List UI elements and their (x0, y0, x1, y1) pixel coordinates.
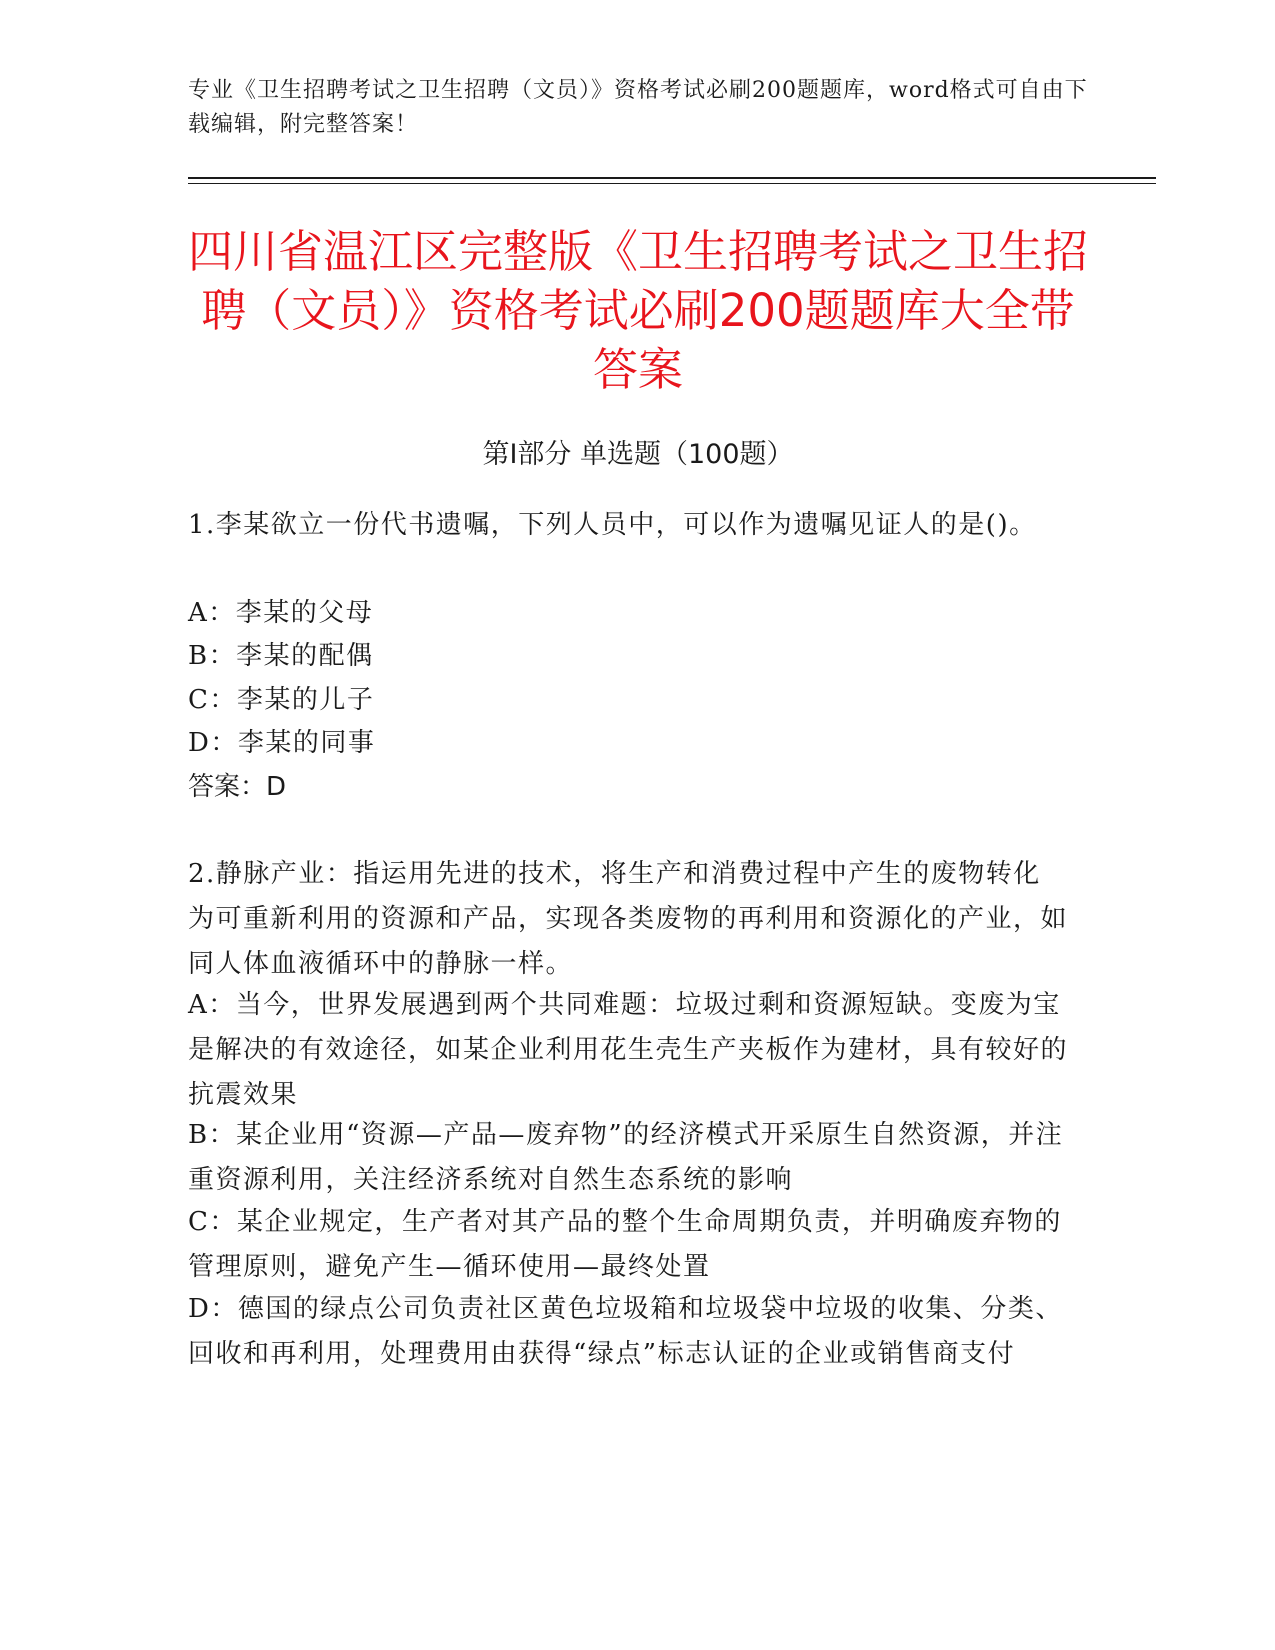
document-title: 四川省温江区完整版《卫生招聘考试之卫生招聘（文员）》资格考试必刷200题题库大全带答案 (188, 225, 1089, 396)
question-1-option-b: B：李某的配偶 (188, 641, 374, 671)
question-1-answer: 答案：D (188, 772, 287, 802)
header-rule-thick (188, 177, 1156, 179)
question-2-stem: 2.静脉产业：指运用先进的技术，将生产和消费过程中产生的废物转化为可重新利用的资源和产品，实现各类废物的再利用和资源化的产业，如同人体血液循环中的静脉一样。 (188, 859, 1069, 979)
question-1-option-a: A：李某的父母 (188, 598, 374, 628)
header-note: 专业《卫生招聘考试之卫生招聘（文员）》资格考试必刷200题题库，word格式可自由下载编辑，附完整答案！ (188, 78, 1088, 137)
question-2-option-c: C：某企业规定，生产者对其产品的整个生命周期负责，并明确废弃物的管理原则，避免产生—循环使用—最终处置 (188, 1207, 1062, 1282)
question-1-stem: 1.李某欲立一份代书遗嘱，下列人员中，可以作为遗嘱见证人的是()。 (188, 510, 1037, 540)
question-1-option-c: C：李某的儿子 (188, 685, 375, 715)
header-rule-thin (188, 183, 1156, 184)
question-1-option-d: D：李某的同事 (188, 728, 376, 758)
question-2-option-b: B：某企业用“资源—产品—废弃物”的经济模式开采原生自然资源，并注重资源利用，关注经济系统对自然生态系统的影响 (188, 1120, 1064, 1195)
question-2-option-d: D：德国的绿点公司负责社区黄色垃圾箱和垃圾袋中垃圾的收集、分类、回收和再利用，处理费用由获得“绿点”标志认证的企业或销售商支付 (188, 1294, 1063, 1369)
section-heading: 第Ⅰ部分 单选题（100题） (482, 439, 794, 470)
question-2-option-a: A：当今，世界发展遇到两个共同难题：垃圾过剩和资源短缺。变废为宝是解决的有效途径，如某企业利用花生壳生产夹板作为建材，具有较好的抗震效果 (188, 990, 1069, 1110)
